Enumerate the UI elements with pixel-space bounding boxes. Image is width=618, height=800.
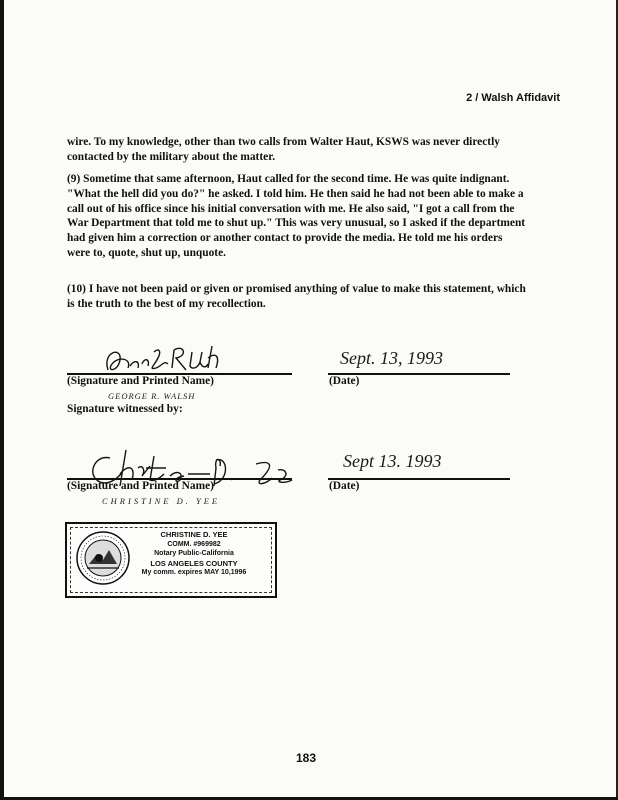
date-label-affiant: (Date) (329, 375, 360, 387)
signature-label-affiant: (Signature and Printed Name) (67, 375, 214, 387)
page-number: 183 (296, 751, 317, 765)
notary-stamp-text (133, 530, 255, 578)
notary-expiration: My comm. expires MAY 10,1996 (141, 569, 247, 576)
notary-name: CHRISTINE D. YEE (160, 530, 228, 539)
notary-stamp (65, 522, 277, 598)
page-header: 2 / Walsh Affidavit (466, 92, 560, 104)
handwritten-date-witness: Sept 13. 1993 (343, 451, 442, 471)
witness-label: Signature witnessed by: (67, 403, 183, 415)
paragraph-10: (10) I have not been paid or given or promised anything of value to make this statement, which is the truth to the best of my recollection. (67, 283, 526, 310)
handwritten-name-witness: CHRISTINE D. YEE (102, 496, 221, 506)
paragraph-continuation: wire. To my knowledge, other than two calls from Walter Haut, KSWS was never directly contacted by the military about the matter. (67, 136, 500, 163)
paragraph-9: (9) Sometime that same afternoon, Haut called for the second time. He was quite indignant. "What the hell did you do?" he asked. I told him. He then said he had not been able to make a call out of his office since his initial conversation with me. He also said, "I got a call from the War Department that told me to shut up." This was very unusual, so I asked if the department had given him a correction or another contact to provide the media. He told me his orders were to, quote, shut up, unquote. (67, 173, 526, 259)
state-seal-icon (75, 530, 131, 586)
handwritten-date-affiant: Sept. 13, 1993 (340, 348, 443, 368)
notary-commission: COMM. #969982 (167, 540, 221, 548)
notary-county: LOS ANGELES COUNTY (150, 558, 238, 568)
scan-edge-left (0, 0, 4, 800)
date-label-witness: (Date) (329, 480, 360, 492)
handwritten-name-affiant: GEORGE R. WALSH (108, 391, 196, 401)
notary-title: Notary Public-California (154, 550, 234, 557)
signature-label-witness: (Signature and Printed Name) (67, 480, 214, 492)
